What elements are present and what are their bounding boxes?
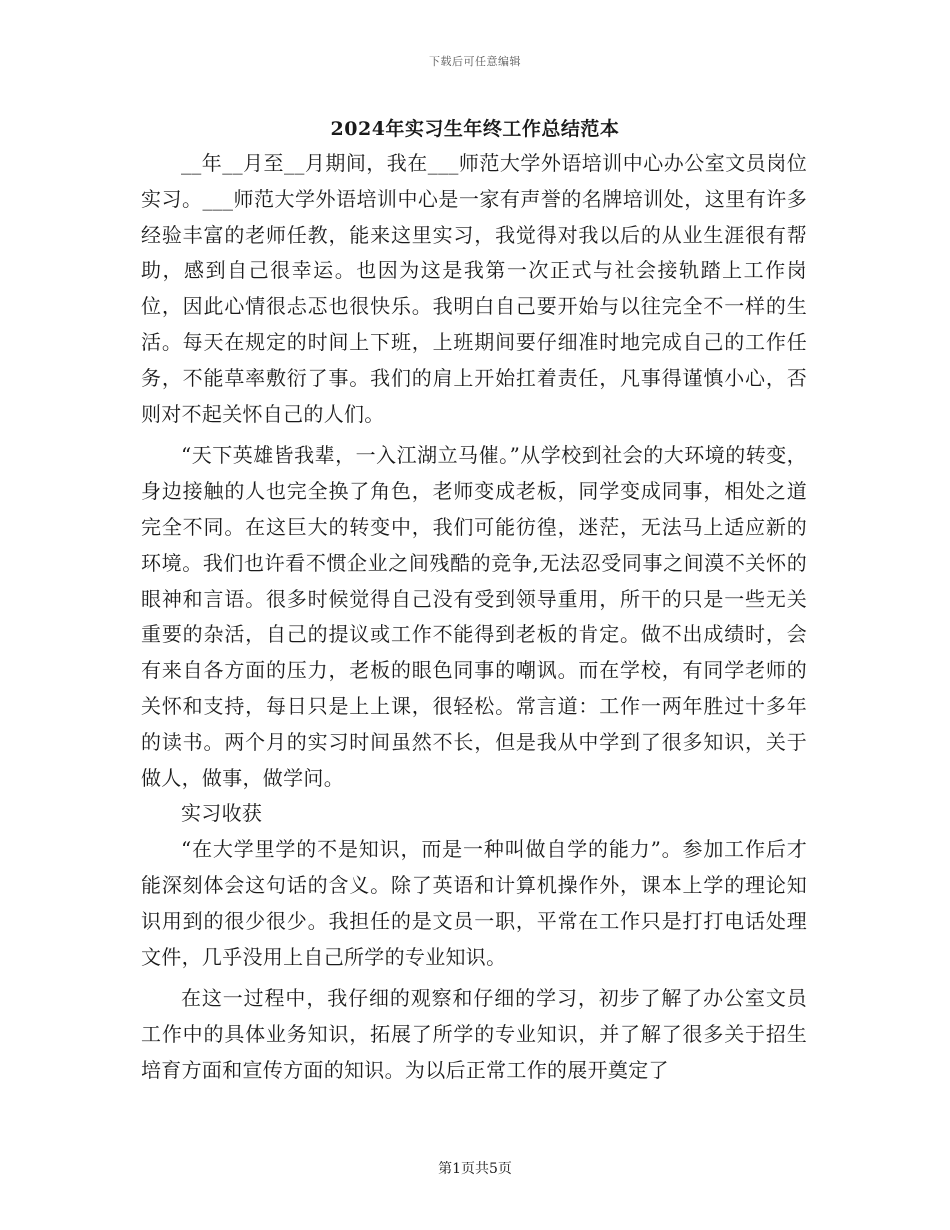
paragraph-self-learning: “在大学里学的不是知识，而是一种叫做自学的能力”。参加工作后才能深刻体会这句话的含义。除了英语和计算机操作外，课本上学的理论知识用到的很少很少。我担任的是文员一职，平常在工作只是打打电话处理文件，几乎没用上自己所学的专业知识。: [141, 837, 807, 969]
paragraph-observation: 在这一过程中，我仔细的观察和仔细的学习，初步了解了办公室文员工作中的具体业务知识，拓展了所学的专业知识，并了解了很多关于招生培育方面和宣传方面的知识。为以后正常工作的展开奠定了: [141, 986, 807, 1082]
document-body: [141, 146, 807, 1089]
page-number: 第1页共5页: [438, 1161, 512, 1177]
document-title: 2024年实习生年终工作总结范本: [330, 118, 620, 140]
paragraph-intro: __年__月至__月期间，我在___师范大学外语培训中心办公室文员岗位实习。___师范大学外语培训中心是一家有声誉的名牌培训处，这里有许多经验丰富的老师任教，能来这里实习，我觉得对我以后的从业生涯很有帮助，感到自己很幸运。也因为这是我第一次正式与社会接轨踏上工作岗位，因此心情很忐忑也很快乐。我明白自己要开始与以往完全不一样的生活。每天在规定的时间上下班，上班期间要仔细准时地完成自己的工作任务，不能草率敷衍了事。我们的肩上开始扛着责任，凡事得谨慎小心，否则对不起关怀自己的人们。: [141, 151, 807, 426]
section-heading-gains: 实习收获: [181, 801, 263, 826]
header-note: 下载后可任意编辑: [429, 55, 521, 68]
paragraph-transition: “天下英雄皆我辈，一入江湖立马催。”从学校到社会的大环境的转变，身边接触的人也完全换了角色，老师变成老板，同学变成同事，相处之道完全不同。在这巨大的转变中，我们可能彷徨，迷茫，无法马上适应新的环境。我们也许看不惯企业之间残酷的竞争,无法忍受同事之间漠不关怀的眼神和言语。很多时候觉得自己没有受到领导重用，所干的只是一些无关重要的杂活，自己的提议或工作不能得到老板的肯定。做不出成绩时，会有来自各方面的压力，老板的眼色同事的嘲讽。而在学校，有同学老师的关怀和支持，每日只是上上课，很轻松。常言道：工作一两年胜过十多年的读书。两个月的实习时间虽然不长，但是我从中学到了很多知识，关于做人，做事，做学问。: [141, 443, 807, 790]
